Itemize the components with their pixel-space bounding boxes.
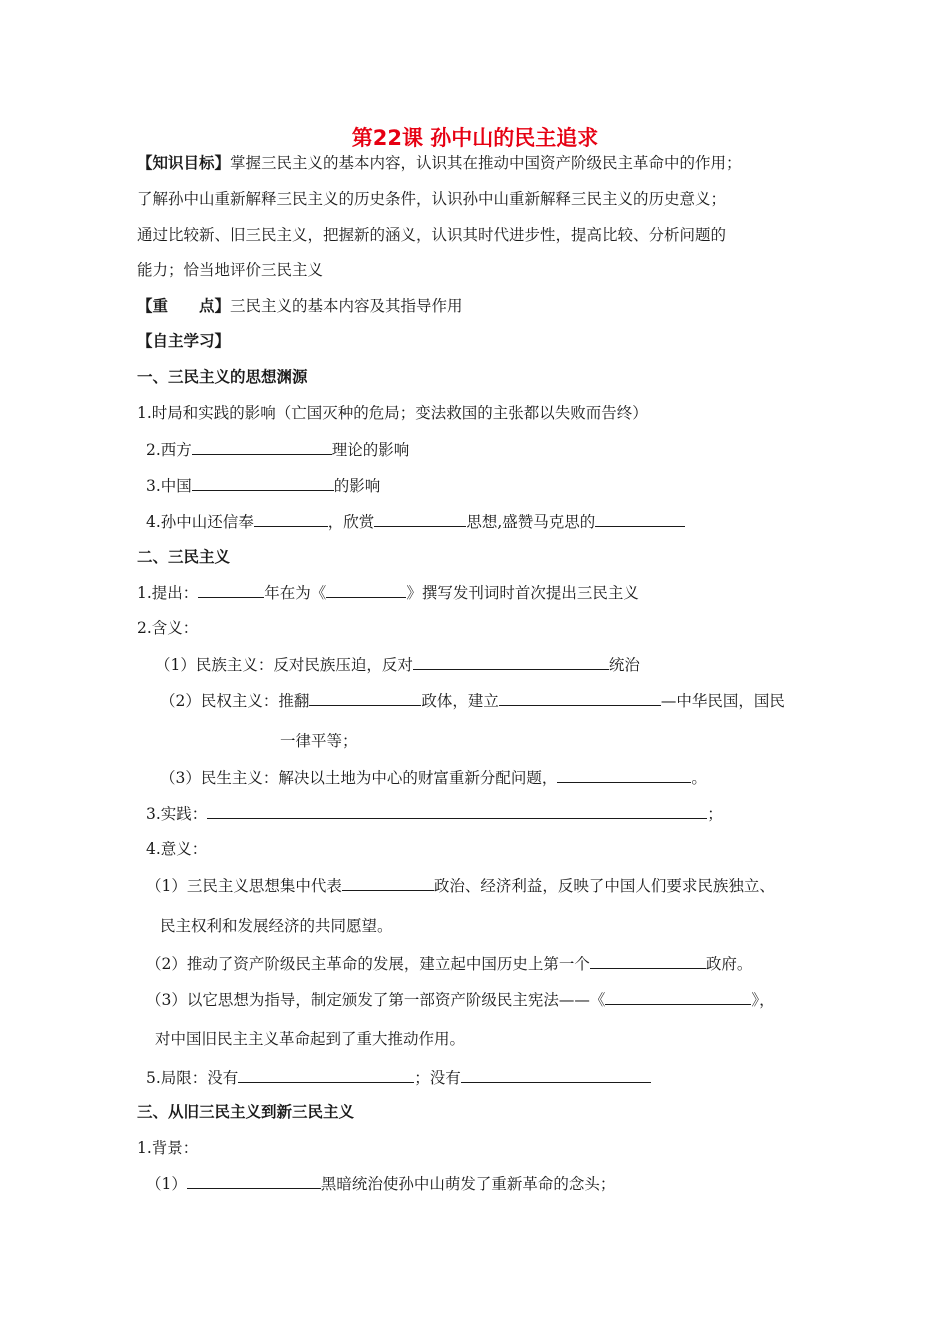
fill-blank[interactable] [198, 582, 264, 598]
s2-significance-2-b: 政府。 [705, 955, 753, 973]
fill-blank[interactable] [590, 953, 706, 969]
fill-blank[interactable] [309, 690, 421, 706]
fill-blank[interactable] [326, 582, 406, 598]
s1-item-3-suffix: 的影响 [333, 477, 381, 495]
fill-blank[interactable] [342, 875, 434, 891]
keypoint-label: 【重 点】 [137, 296, 231, 315]
s2-item-4: 4.意义： [146, 840, 208, 858]
section-3-heading: 三、从旧三民主义到新三民主义 [137, 1102, 355, 1121]
selfstudy-heading: 【自主学习】 [137, 331, 231, 350]
s1-item-3 [146, 475, 380, 496]
fill-blank[interactable] [499, 690, 661, 706]
fill-blank[interactable] [207, 803, 707, 819]
s2-meaning-2-b: 政体，建立 [421, 692, 499, 710]
s2-significance-1-a: （1）三民主义思想集中代表 [146, 877, 342, 895]
s2-item-2: 2.含义： [137, 619, 199, 637]
fill-blank[interactable] [374, 511, 466, 527]
section-2-heading: 二、三民主义 [137, 547, 231, 566]
fill-blank[interactable] [192, 475, 334, 491]
s2-item-5 [146, 1067, 651, 1088]
section-1-heading: 一、三民主义的思想渊源 [137, 367, 308, 386]
objectives-line-3: 通过比较新、旧三民主义，把握新的涵义，认识其时代进步性，提高比较、分析问题的 [137, 226, 727, 244]
s1-item-3-prefix: 3.中国 [146, 477, 192, 495]
s1-item-4-b: ，欣赏 [327, 513, 375, 531]
s2-item-3-b: ； [707, 805, 723, 823]
s2-item-1-b: 年在为《 [264, 584, 327, 602]
s1-item-2-prefix: 2.西方 [146, 441, 192, 459]
keypoint-text: 三民主义的基本内容及其指导作用 [230, 297, 463, 315]
s2-significance-1 [146, 875, 775, 896]
s2-meaning-3-b: 。 [691, 769, 707, 787]
fill-blank[interactable] [192, 439, 332, 455]
s2-meaning-2-cont: 一律平等； [280, 732, 358, 750]
s3-background-1-b: 黑暗统治使孙中山萌发了重新革命的念头； [320, 1175, 616, 1193]
s2-meaning-1 [155, 654, 640, 675]
s2-meaning-3 [160, 767, 707, 788]
objectives-text-1: 掌握三民主义的基本内容，认识其在推动中国资产阶级民主革命中的作用； [230, 154, 742, 172]
fill-blank[interactable] [605, 989, 751, 1005]
s2-item-1 [137, 582, 639, 603]
fill-blank[interactable] [238, 1067, 414, 1083]
fill-blank[interactable] [557, 767, 691, 783]
s1-item-2 [146, 439, 409, 460]
fill-blank[interactable] [187, 1173, 321, 1189]
s1-item-1: 1.时局和实践的影响（亡国灭种的危局；变法救国的主张都以失败而告终） [137, 404, 648, 422]
s2-significance-3-cont: 对中国旧民主主义革命起到了重大推动作用。 [155, 1030, 466, 1048]
fill-blank[interactable] [461, 1067, 651, 1083]
objectives-line-1 [137, 153, 742, 173]
s2-significance-1-cont: 民主权利和发展经济的共同愿望。 [160, 917, 393, 935]
s3-background-1 [146, 1173, 615, 1194]
s2-item-5-b: ；没有 [414, 1069, 461, 1087]
s2-significance-3-a: （3）以它思想为指导，制定颁发了第一部资产阶级民主宪法——《 [146, 991, 606, 1009]
s1-item-4 [146, 511, 685, 532]
s2-item-3 [146, 803, 723, 824]
objectives-line-2: 了解孙中山重新解释三民主义的历史条件，认识孙中山重新解释三民主义的历史意义； [137, 190, 727, 208]
s2-meaning-3-a: （3）民生主义：解决以土地为中心的财富重新分配问题， [160, 769, 558, 787]
s2-significance-2-a: （2）推动了资产阶级民主革命的发展，建立起中国历史上第一个 [146, 955, 590, 973]
page-title: 第22课 孙中山的民主追求 [351, 126, 599, 150]
s2-meaning-2-c: —中华民国，国民 [660, 692, 785, 710]
fill-blank[interactable] [413, 654, 609, 670]
objectives-label: 【知识目标】 [137, 153, 231, 172]
s1-item-2-suffix: 理论的影响 [331, 441, 410, 459]
s2-meaning-2 [160, 690, 785, 711]
s1-item-4-a: 4.孙中山还信奉 [146, 513, 254, 531]
s2-item-1-c: 》撰写发刊词时首次提出三民主义 [406, 584, 639, 602]
fill-blank[interactable] [254, 511, 328, 527]
keypoint-line [137, 296, 463, 316]
s3-background-1-a: （1） [146, 1175, 187, 1193]
objectives-line-4: 能力；恰当地评价三民主义 [137, 261, 324, 279]
s2-item-1-a: 1.提出： [137, 584, 199, 602]
s2-item-5-a: 5.局限：没有 [146, 1069, 239, 1087]
s2-item-3-a: 3.实践： [146, 805, 208, 823]
s2-significance-3 [146, 989, 775, 1010]
fill-blank[interactable] [595, 511, 685, 527]
s2-significance-3-b: 》， [751, 991, 775, 1009]
s3-item-1: 1.背景： [137, 1139, 199, 1157]
s1-item-4-c: 思想,盛赞马克思的 [466, 513, 596, 531]
s2-significance-1-b: 政治、经济利益，反映了中国人们要求民族独立、 [433, 877, 775, 895]
s2-meaning-2-a: （2）民权主义：推翻 [160, 692, 310, 710]
s2-meaning-1-a: （1）民族主义：反对民族压迫，反对 [155, 656, 413, 674]
s2-meaning-1-b: 统治 [608, 656, 640, 674]
s2-significance-2 [146, 953, 752, 974]
